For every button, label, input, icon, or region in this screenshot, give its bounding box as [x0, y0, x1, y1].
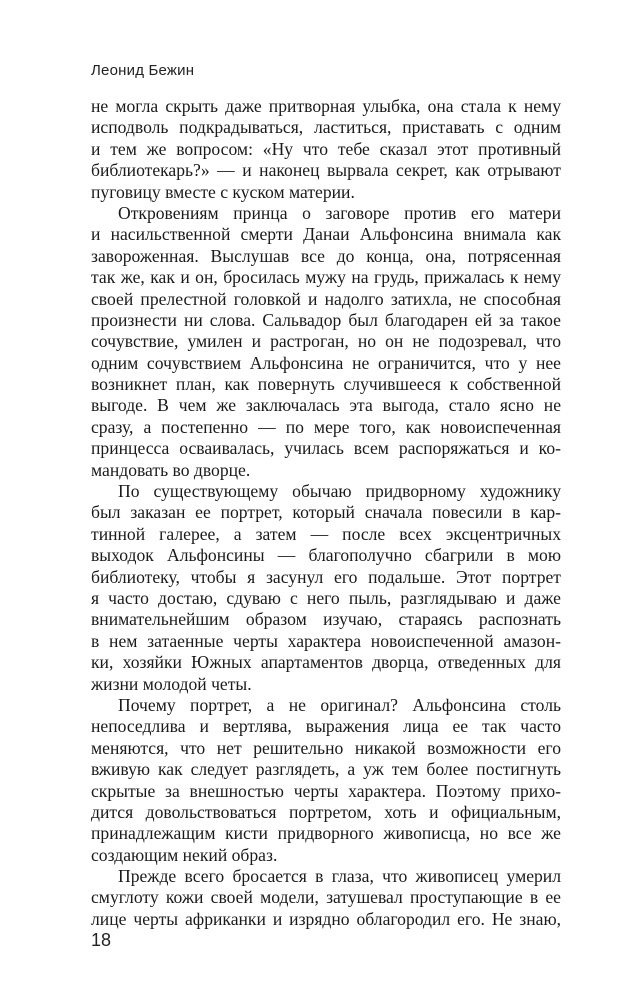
- text-line: ки, хозяйки Южных апартаментов дворца, отведенных для: [91, 652, 561, 673]
- text-line: внимательнейшим образом изучаю, стараясь распознать: [91, 609, 561, 630]
- text-line: Прежде всего бросается в глаза, что живописец умерил: [118, 866, 561, 887]
- text-line: тинной галерее, а затем — после всех эксцентричных: [91, 523, 561, 544]
- text-line: лице черты африканки и изрядно облагородил его. Не знаю,: [91, 908, 561, 929]
- text-line: возникнет план, как повернуть случившееся к собственной: [91, 374, 561, 395]
- text-line: в нем затаенные черты характера новоиспеченной амазон-: [91, 630, 561, 651]
- paragraph: [91, 695, 561, 866]
- running-head: Леонид Бежин: [91, 62, 195, 79]
- text-line: выходок Альфонсины — благополучно сбагрили в мою: [91, 545, 561, 566]
- text-line: библиотеку, чтобы я засунул его подальше. Этот портрет: [91, 566, 561, 587]
- text-line: одним сочувствием Альфонсина не ограничится, что у нее: [91, 352, 561, 373]
- text-line: своей прелестной головкой и надолго затихла, не способная: [91, 288, 561, 309]
- paragraph: [91, 866, 561, 930]
- text-line: принцесса осваивалась, училась всем распоряжаться и ко-: [91, 438, 561, 459]
- text-line: мандовать во дворце.: [91, 459, 251, 480]
- text-line: и насильственной смерти Данаи Альфонсина внимала как: [91, 224, 561, 245]
- text-line: выгоде. В чем же заключалась эта выгода, стало ясно не: [91, 395, 561, 416]
- paragraph: [91, 481, 561, 695]
- text-line: скрытые за внешностью черты характера. Поэтому прихо-: [91, 780, 561, 801]
- text-line: Откровениям принца о заговоре против его матери: [118, 202, 561, 223]
- text-line: меняются, что нет решительно никакой возможности его: [91, 737, 561, 758]
- page-number: 18: [91, 930, 112, 950]
- paragraph: [91, 96, 561, 203]
- text-line: По существующему обычаю придворному художнику: [118, 481, 561, 502]
- text-line: исподволь подкрадываться, ластиться, приставать с одним: [91, 117, 561, 138]
- text-line: жизни молодой четы.: [91, 673, 252, 694]
- text-line: Почему портрет, а не оригинал? Альфонсина столь: [118, 694, 561, 715]
- text-line: так же, как и он, бросилась мужу на грудь, прижалась к нему: [91, 267, 561, 288]
- text-line: смуглоту кожи своей модели, затушевал проступающие в ее: [91, 887, 561, 908]
- text-line: сочувствие, умилен и растроган, но он не подозревал, что: [91, 331, 561, 352]
- text-line: пуговицу вместе с куском материи.: [91, 181, 355, 202]
- text-line: я часто достаю, сдуваю с него пыль, разглядываю и даже: [91, 587, 561, 608]
- text-line: создающим некий образ.: [91, 844, 278, 865]
- text-line: вживую как следует разглядеть, а уж тем более постигнуть: [91, 759, 561, 780]
- text-line: непоседлива и вертлява, выражения лица ее так часто: [91, 716, 561, 737]
- paragraph: [91, 203, 561, 481]
- text-line: был заказан ее портрет, который сначала повесили в кар-: [91, 502, 561, 523]
- text-line: дится довольствоваться портретом, хоть и официальным,: [91, 801, 561, 822]
- text-line: и тем же вопросом: «Ну что тебе сказал этот противный: [91, 138, 561, 159]
- text-line: произнести ни слова. Сальвадор был благодарен ей за такое: [91, 309, 561, 330]
- text-line: сразу, а постепенно — по мере того, как новоиспеченная: [91, 416, 561, 437]
- text-line: принадлежащим кисти придворного живописца, но все же: [91, 823, 561, 844]
- text-line: библиотекарь?» — и наконец вырвала секрет, как отрывают: [91, 160, 561, 181]
- text-line: завороженная. Выслушав все до конца, она, потрясенная: [91, 245, 561, 266]
- text-line: не могла скрыть даже притворная улыбка, она стала к нему: [91, 96, 561, 116]
- body-text: [91, 96, 561, 930]
